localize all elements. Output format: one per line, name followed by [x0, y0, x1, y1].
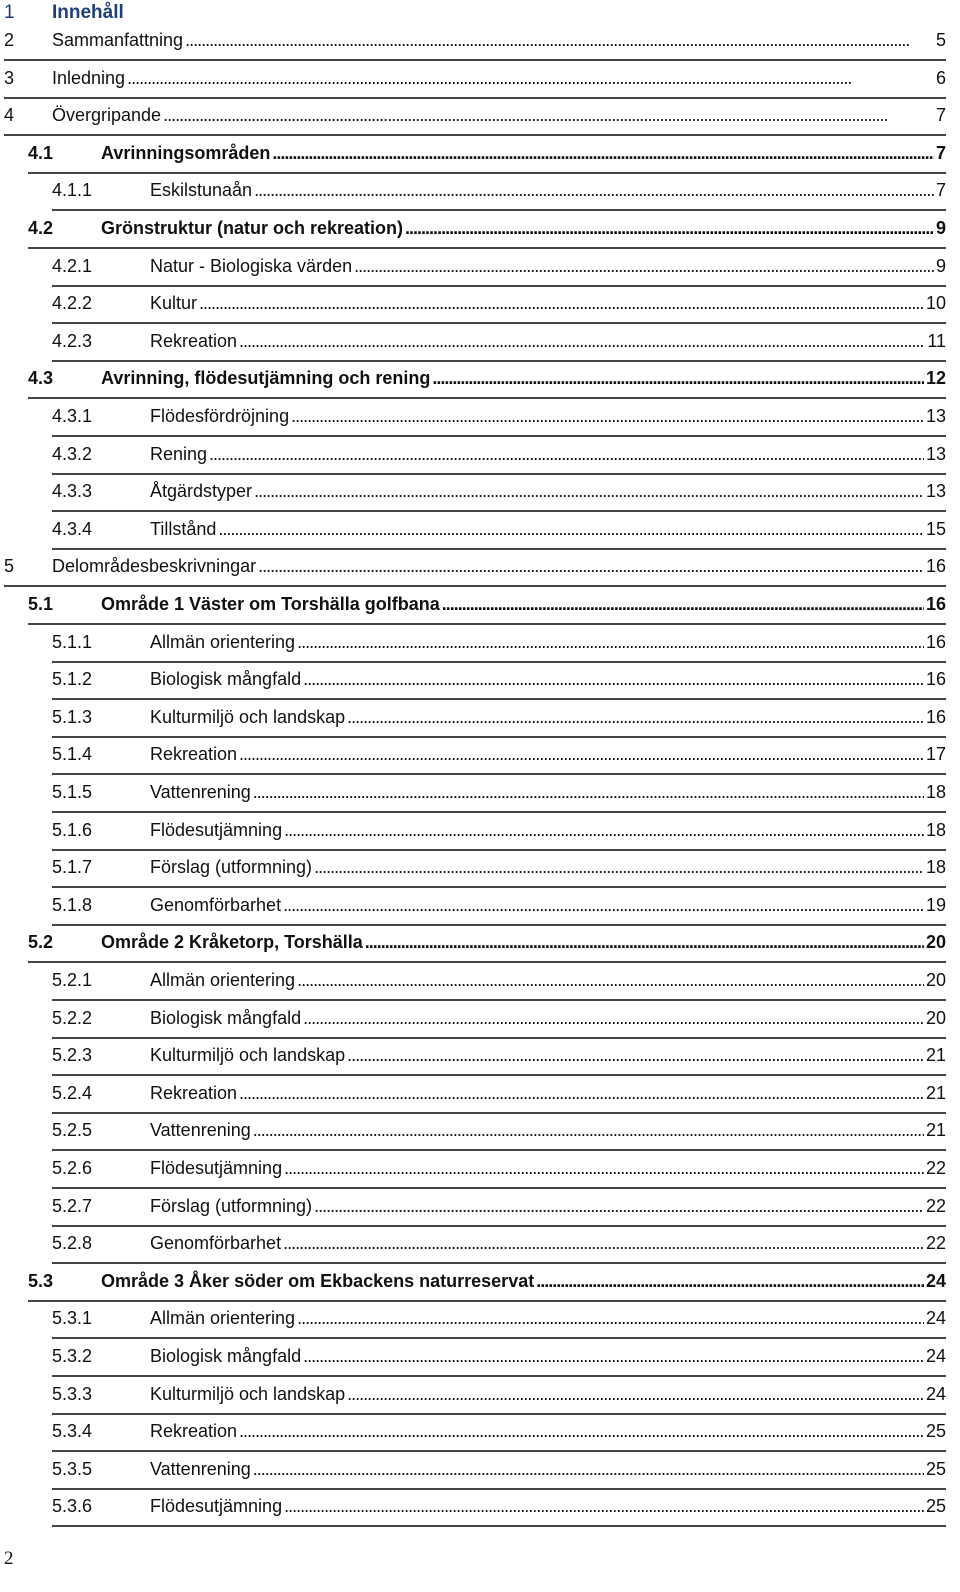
toc-entry-page: 16: [925, 594, 946, 614]
toc-entry-number: 4.2.2: [52, 293, 93, 314]
dot-leader: [347, 1380, 924, 1408]
toc-entry[interactable]: [28, 364, 946, 392]
toc-entry-number: 5.3.3: [52, 1383, 93, 1404]
toc-entry-page: 21: [925, 1120, 946, 1141]
toc-entry-label: Biologisk mångfald: [150, 1346, 302, 1366]
dot-leader: [218, 515, 924, 543]
toc-entry-number: 5.1.6: [52, 819, 93, 840]
toc-entry-number: 5.3.6: [52, 1496, 93, 1517]
toc-entry-page: 10: [925, 293, 946, 314]
toc-entry[interactable]: [52, 740, 946, 768]
dot-leader: [209, 440, 924, 468]
toc-entry-number: 4: [4, 105, 15, 126]
toc-entry[interactable]: [4, 26, 946, 54]
dot-leader: [347, 1041, 924, 1069]
dot-leader: [442, 590, 924, 618]
toc-divider: [52, 1375, 946, 1377]
toc-divider: [28, 247, 946, 249]
toc-entry-page: 21: [925, 1045, 946, 1066]
toc-entry[interactable]: [52, 1342, 946, 1370]
toc-entry-number: 5.3.5: [52, 1458, 93, 1479]
toc-entry-label: Delområdesbeskrivningar: [52, 556, 257, 577]
toc-divider: [52, 435, 946, 437]
toc-divider: [52, 209, 946, 211]
toc-divider: [52, 849, 946, 851]
toc-divider: [52, 510, 946, 512]
toc-divider: [4, 59, 946, 61]
toc-entry-label: Flödesutjämning: [150, 819, 283, 840]
toc-entry-page: 24: [925, 1308, 946, 1329]
toc-entry-page: 22: [925, 1158, 946, 1178]
toc-entry[interactable]: [52, 778, 946, 806]
toc-entry-number: 4.2.3: [52, 330, 93, 351]
toc-entry-page: 18: [925, 819, 946, 840]
toc-entry-label: Inledning: [52, 67, 126, 88]
toc-entry-page: 7: [935, 105, 946, 126]
toc-entry-number: 3: [4, 67, 15, 88]
toc-entry[interactable]: [52, 966, 946, 994]
toc-entry-number: 5.1.3: [52, 706, 93, 727]
toc-entry-page: 20: [925, 1007, 946, 1028]
toc-entry[interactable]: [52, 1154, 946, 1182]
toc-entry-page: 13: [925, 443, 946, 464]
toc-entry-number: 5.3: [28, 1270, 54, 1291]
toc-entry-page: 25: [925, 1496, 946, 1517]
toc-entry-label: Område 3 Åker söder om Ekbackens naturreservat: [101, 1270, 535, 1291]
toc-entry-label: Kulturmiljö och landskap: [150, 1045, 346, 1066]
toc-entry-page: 16: [925, 556, 946, 577]
toc-entry-page: 15: [925, 518, 946, 539]
toc-entry-page: 22: [925, 1233, 946, 1254]
toc-entry-number: 2: [4, 30, 15, 50]
toc-entry-number: 5.3.1: [52, 1308, 93, 1329]
toc-entry-page: 7: [935, 142, 946, 163]
toc-divider: [52, 1187, 946, 1189]
toc-divider: [52, 698, 946, 700]
toc-entry[interactable]: [52, 891, 946, 919]
toc-entry[interactable]: [52, 1192, 946, 1220]
toc-entry-page: 18: [925, 782, 946, 802]
dot-leader: [297, 1304, 924, 1332]
toc-entry-label: Sammanfattning: [52, 30, 184, 50]
toc-entry-page: 19: [925, 894, 946, 915]
toc-divider: [52, 999, 946, 1001]
toc-entry[interactable]: [52, 1380, 946, 1408]
toc-divider: [4, 585, 946, 587]
toc-entry-label: Rekreation: [150, 1082, 238, 1103]
toc-entry-page: 22: [925, 1195, 946, 1216]
toc-entry-label: Eskilstunaån: [150, 180, 253, 201]
toc-heading-number: 1: [4, 2, 15, 23]
dot-leader: [239, 740, 924, 768]
toc-divider: [52, 360, 946, 362]
toc-entry[interactable]: [52, 515, 946, 543]
toc-divider: [52, 1450, 946, 1452]
toc-entry-label: Vattenrening: [150, 782, 251, 802]
toc-entry-label: Allmän orientering: [150, 970, 296, 990]
toc-divider: [52, 1225, 946, 1227]
toc-entry-label: Avrinningsområden: [101, 142, 271, 163]
toc-entry-number: 4.3.4: [52, 518, 93, 539]
toc-entry-label: Kultur: [150, 293, 198, 314]
toc-entry[interactable]: [52, 1041, 946, 1069]
toc-divider: [52, 1413, 946, 1415]
toc-divider: [52, 1262, 946, 1264]
toc-entry-label: Grönstruktur (natur och rekreation): [101, 218, 404, 238]
toc-entry-number: 5.1.2: [52, 669, 93, 690]
toc-entry-label: Vattenrening: [150, 1458, 251, 1479]
toc-entry-number: 5.2.4: [52, 1082, 93, 1103]
dot-leader: [354, 252, 934, 280]
toc-entry[interactable]: [28, 139, 946, 167]
toc-entry[interactable]: [52, 665, 946, 693]
toc-divider: [52, 322, 946, 324]
dot-leader: [258, 552, 924, 580]
toc-divider: [52, 1037, 946, 1039]
toc-entry[interactable]: [52, 440, 946, 468]
toc-entry-number: 5.2.7: [52, 1195, 93, 1216]
toc-entry-number: 5.2.3: [52, 1045, 93, 1066]
toc-divider: [28, 172, 946, 174]
toc-entry-page: 13: [925, 406, 946, 426]
toc-entry-label: Flödesutjämning: [150, 1496, 283, 1517]
toc-entry-label: Flödesutjämning: [150, 1158, 283, 1178]
dot-leader: [284, 1492, 924, 1520]
toc-divider: [28, 397, 946, 399]
toc-entry-page: 12: [925, 368, 946, 389]
toc-entry-label: Förslag (utformning): [150, 1195, 313, 1216]
dot-leader: [254, 176, 934, 204]
toc-divider: [52, 285, 946, 287]
toc-entry-label: Rekreation: [150, 1421, 238, 1442]
dot-leader: [253, 778, 924, 806]
toc-entry[interactable]: [52, 176, 946, 204]
toc-entry[interactable]: [28, 1267, 946, 1295]
dot-leader: [303, 1004, 924, 1032]
toc-entry-label: Biologisk mångfald: [150, 1007, 302, 1028]
toc-entry-page: 25: [925, 1421, 946, 1442]
toc-entry[interactable]: [4, 552, 946, 580]
toc-entry-number: 5.3.2: [52, 1346, 93, 1366]
dot-leader: [432, 364, 924, 392]
toc-entry-label: Kulturmiljö och landskap: [150, 706, 346, 727]
toc-entry-page: 24: [925, 1270, 946, 1291]
toc-entry-number: 4.1: [28, 142, 54, 163]
toc-entry-label: Område 2 Kråketorp, Torshälla: [101, 932, 363, 953]
toc-entry[interactable]: [52, 477, 946, 505]
toc-entry-page: 9: [935, 255, 946, 276]
toc-entry-label: Genomförbarhet: [150, 894, 282, 915]
toc-entry-number: 4.3: [28, 368, 54, 389]
dot-leader: [253, 1455, 924, 1483]
toc-entry-page: 13: [925, 481, 946, 502]
dot-leader: [239, 1079, 924, 1107]
toc-entry-number: 5.1.7: [52, 857, 93, 878]
dot-leader: [284, 1154, 924, 1182]
dot-leader: [272, 139, 934, 167]
toc-entry-number: 4.2.1: [52, 255, 93, 276]
toc-entry[interactable]: [52, 289, 946, 317]
toc-entry[interactable]: [52, 816, 946, 844]
toc-divider: [52, 1525, 946, 1527]
toc-entry-page: 18: [925, 857, 946, 878]
toc-entry-page: 24: [925, 1383, 946, 1404]
toc-divider: [52, 1074, 946, 1076]
toc-divider: [52, 1337, 946, 1339]
toc-entry-number: 5.2.2: [52, 1007, 93, 1028]
toc-divider: [52, 736, 946, 738]
dot-leader: [303, 665, 924, 693]
dot-leader: [314, 1192, 924, 1220]
toc-entry-number: 5.2.6: [52, 1158, 93, 1178]
toc-divider: [52, 886, 946, 888]
toc-entry[interactable]: [4, 101, 946, 129]
toc-divider: [52, 473, 946, 475]
toc-entry[interactable]: [52, 1116, 946, 1144]
toc-entry-page: 5: [935, 30, 946, 50]
dot-leader: [239, 327, 925, 355]
dot-leader: [297, 628, 924, 656]
dot-leader: [127, 64, 934, 92]
toc-entry[interactable]: [52, 1455, 946, 1483]
dot-leader: [239, 1417, 924, 1445]
toc-entry-page: 16: [925, 631, 946, 652]
toc-entry-number: 5.2.8: [52, 1233, 93, 1254]
toc-entry-label: Område 1 Väster om Torshälla golfbana: [101, 594, 440, 614]
page-number: 2: [4, 1548, 14, 1569]
toc-entry-label: Allmän orientering: [150, 631, 296, 652]
dot-leader: [297, 966, 924, 994]
dot-leader: [405, 214, 934, 242]
toc-divider: [28, 961, 946, 963]
toc-entry-label: Natur - Biologiska värden: [150, 255, 353, 276]
toc-entry[interactable]: [4, 64, 946, 92]
dot-leader: [347, 703, 924, 731]
toc-entry[interactable]: [52, 402, 946, 430]
toc-divider: [52, 661, 946, 663]
toc-entry[interactable]: [28, 590, 946, 618]
toc-divider: [52, 1149, 946, 1151]
toc-entry-number: 5.1.1: [52, 631, 93, 652]
toc-entry-label: Allmän orientering: [150, 1308, 296, 1329]
toc-entry-number: 5.2.1: [52, 970, 93, 990]
toc-entry-number: 5.1.8: [52, 894, 93, 915]
toc-entry-label: Biologisk mångfald: [150, 669, 302, 690]
dot-leader: [365, 928, 924, 956]
toc-entry[interactable]: [52, 853, 946, 881]
toc-heading-title: Innehåll: [52, 2, 124, 23]
toc-entry-page: 6: [935, 67, 946, 88]
toc-divider: [28, 623, 946, 625]
toc-divider: [4, 134, 946, 136]
toc-entry-number: 4.3.1: [52, 406, 93, 426]
dot-leader: [253, 1116, 924, 1144]
toc-entry-page: 17: [925, 744, 946, 765]
toc-entry-number: 5.2.5: [52, 1120, 93, 1141]
toc-entry-page: 24: [925, 1346, 946, 1366]
dot-leader: [291, 402, 924, 430]
toc-entry[interactable]: [52, 1004, 946, 1032]
toc-entry-label: Kulturmiljö och landskap: [150, 1383, 346, 1404]
toc-entry-page: 25: [925, 1458, 946, 1479]
toc-divider: [52, 548, 946, 550]
toc-entry-page: 16: [925, 669, 946, 690]
toc-entry-label: Genomförbarhet: [150, 1233, 282, 1254]
toc-divider: [52, 811, 946, 813]
toc-entry-number: 5.1.4: [52, 744, 93, 765]
toc-entry-number: 4.3.3: [52, 481, 93, 502]
toc-entry-page: 20: [925, 932, 946, 953]
dot-leader: [284, 816, 924, 844]
toc-entry[interactable]: [52, 1492, 946, 1520]
toc-entry-page: 7: [935, 180, 946, 201]
toc-entry-page: 20: [925, 970, 946, 990]
toc-entry-number: 5.1.5: [52, 782, 93, 802]
toc-entry[interactable]: [52, 252, 946, 280]
toc-entry-label: Rekreation: [150, 744, 238, 765]
toc-divider: [52, 1112, 946, 1114]
toc-entry-label: Åtgärdstyper: [150, 481, 253, 502]
toc-entry-page: 9: [935, 218, 946, 238]
dot-leader: [303, 1342, 924, 1370]
toc-entry-number: 4.3.2: [52, 443, 93, 464]
toc-divider: [4, 97, 946, 99]
toc-entry-number: 4.2: [28, 218, 54, 238]
toc-entry[interactable]: [52, 628, 946, 656]
toc-entry-label: Rekreation: [150, 330, 238, 351]
toc-entry-page: 11: [927, 330, 946, 351]
toc-entry[interactable]: [52, 327, 946, 355]
toc-entry[interactable]: [52, 1079, 946, 1107]
dot-leader: [283, 891, 924, 919]
toc-divider: [52, 1488, 946, 1490]
toc-entry-label: Tillstånd: [150, 518, 217, 539]
dot-leader: [254, 477, 924, 505]
dot-leader: [283, 1229, 924, 1257]
toc-entry[interactable]: [52, 1229, 946, 1257]
toc-entry-number: 5.3.4: [52, 1421, 93, 1442]
toc-entry-label: Rening: [150, 443, 208, 464]
toc-entry-label: Förslag (utformning): [150, 857, 313, 878]
dot-leader: [163, 101, 934, 129]
toc-entry-page: 16: [925, 706, 946, 727]
toc-entry-page: 21: [925, 1082, 946, 1103]
dot-leader: [199, 289, 924, 317]
toc-entry[interactable]: [28, 214, 946, 242]
toc-entry-number: 5: [4, 556, 15, 577]
toc-entry-number: 4.1.1: [52, 180, 93, 201]
toc-entry-number: 5.1: [28, 594, 54, 614]
dot-leader: [536, 1267, 924, 1295]
toc-entry[interactable]: [52, 1304, 946, 1332]
toc-entry[interactable]: [52, 703, 946, 731]
toc-entry-number: 5.2: [28, 932, 54, 953]
toc-entry[interactable]: [52, 1417, 946, 1445]
toc-divider: [52, 773, 946, 775]
toc-entry-label: Flödesfördröjning: [150, 406, 290, 426]
dot-leader: [314, 853, 924, 881]
dot-leader: [185, 26, 934, 54]
toc-entry-label: Övergripande: [52, 105, 162, 126]
toc-divider: [52, 924, 946, 926]
toc-divider: [28, 1300, 946, 1302]
toc-entry-label: Vattenrening: [150, 1120, 251, 1141]
toc-entry-label: Avrinning, flödesutjämning och rening: [101, 368, 431, 389]
toc-entry[interactable]: [28, 928, 946, 956]
